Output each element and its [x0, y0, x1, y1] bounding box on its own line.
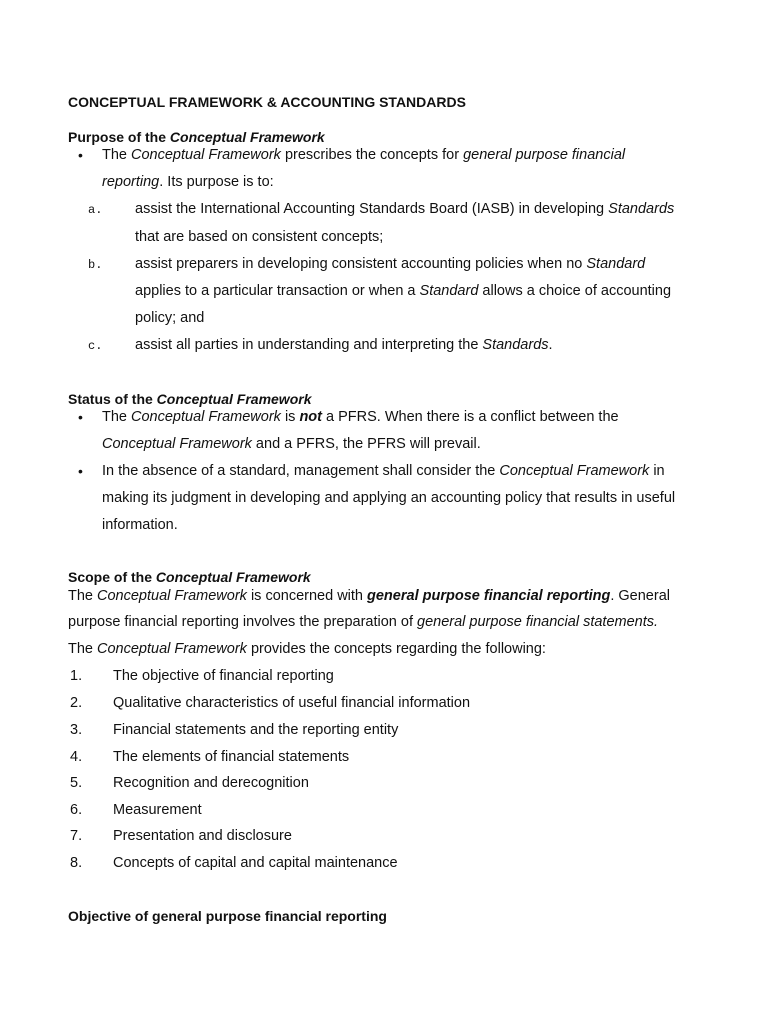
- status-heading: Status of the Conceptual Framework: [68, 391, 312, 407]
- purpose-paragraph-line-1: The Conceptual Framework prescribes the concepts for general purpose financial: [102, 147, 626, 163]
- purpose-item-a-line-1: assist the International Accounting Standards Board (IASB) in developing Standards: [135, 201, 675, 217]
- scope-paragraph-line-2: purpose financial reporting involves the preparation of general purpose financial statements.: [68, 614, 659, 630]
- list-item: The elements of financial statements: [113, 749, 350, 765]
- list-number: 3.: [70, 722, 83, 738]
- list-item: The objective of financial reporting: [113, 668, 334, 684]
- list-marker-b: b.: [88, 258, 103, 272]
- status-bullet-2-line-3: information.: [102, 517, 178, 533]
- list-item: Concepts of capital and capital maintenance: [113, 855, 398, 871]
- list-item: Financial statements and the reporting entity: [113, 722, 399, 738]
- purpose-item-a-line-2: that are based on consistent concepts;: [135, 229, 384, 245]
- document-title: CONCEPTUAL FRAMEWORK & ACCOUNTING STANDARDS: [68, 94, 466, 110]
- status-bullet-1-line-2: Conceptual Framework and a PFRS, the PFRS will prevail.: [102, 436, 481, 452]
- purpose-item-c-line-1: assist all parties in understanding and interpreting the Standards.: [135, 337, 553, 353]
- scope-paragraph-line-1: The Conceptual Framework is concerned with general purpose financial reporting. General: [68, 588, 670, 604]
- objective-heading: Objective of general purpose financial reporting: [68, 908, 387, 924]
- list-number: 4.: [70, 749, 83, 765]
- list-number: 8.: [70, 855, 83, 871]
- list-number: 2.: [70, 695, 83, 711]
- list-number: 7.: [70, 828, 83, 844]
- scope-paragraph-line-3: The Conceptual Framework provides the concepts regarding the following:: [68, 641, 546, 657]
- purpose-heading: Purpose of the Conceptual Framework: [68, 129, 325, 145]
- purpose-item-b-line-3: policy; and: [135, 310, 205, 326]
- purpose-item-b-line-2: applies to a particular transaction or when a Standard allows a choice of accounting: [135, 283, 672, 299]
- list-item: Presentation and disclosure: [113, 828, 292, 844]
- status-bullet-2-line-1: In the absence of a standard, management shall consider the Conceptual Framework in: [102, 463, 665, 479]
- purpose-item-b-line-1: assist preparers in developing consistent accounting policies when no Standard: [135, 256, 646, 272]
- scope-heading: Scope of the Conceptual Framework: [68, 569, 311, 585]
- status-bullet-1-line-1: The Conceptual Framework is not a PFRS. When there is a conflict between the: [102, 409, 619, 425]
- list-item: Recognition and derecognition: [113, 775, 309, 791]
- list-item: Measurement: [113, 802, 202, 818]
- list-number: 1.: [70, 668, 83, 684]
- bullet-icon: •: [78, 147, 83, 163]
- list-item: Qualitative characteristics of useful financial information: [113, 695, 471, 711]
- list-number: 6.: [70, 802, 83, 818]
- status-bullet-2-line-2: making its judgment in developing and applying an accounting policy that results in useful: [102, 490, 676, 506]
- list-marker-a: a.: [88, 203, 103, 217]
- bullet-icon: •: [78, 463, 83, 479]
- list-number: 5.: [70, 775, 83, 791]
- bullet-icon: •: [78, 409, 83, 425]
- list-marker-c: c.: [88, 339, 103, 353]
- purpose-paragraph-line-2: reporting. Its purpose is to:: [102, 174, 274, 190]
